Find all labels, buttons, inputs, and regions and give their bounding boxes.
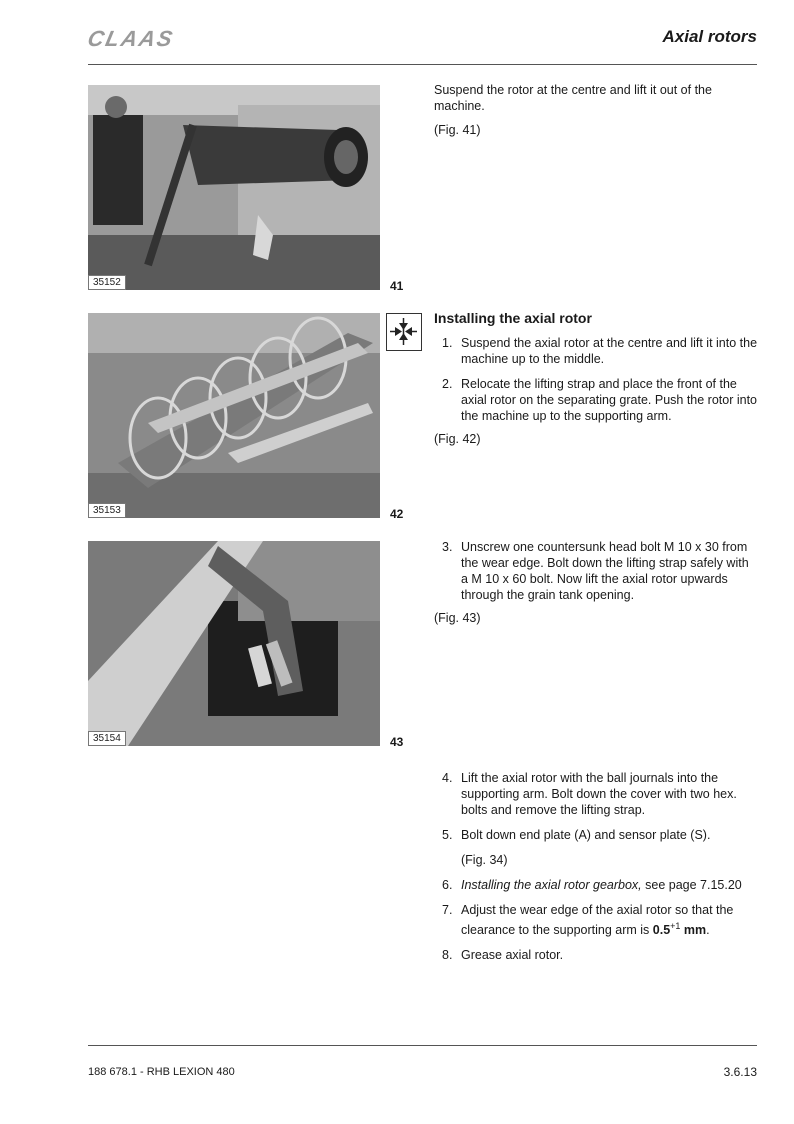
list-item: 5. Bolt down end plate (A) and sensor plate (S). (Fig. 34) (434, 827, 759, 868)
figure-number: 41 (390, 279, 404, 293)
claas-logo: CLAAS (85, 26, 177, 51)
figure-reference: (Fig. 42) (434, 432, 481, 446)
photo-id-label: 35152 (88, 275, 126, 290)
photo-id-label: 35154 (88, 731, 126, 746)
figure-reference: (Fig. 41) (434, 123, 481, 137)
figure-reference: (Fig. 34) (461, 853, 508, 867)
figure-41-photo (88, 85, 380, 290)
steps-list (434, 539, 759, 612)
figure-number: 42 (390, 507, 404, 521)
list-item: 7. Adjust the wear edge of the axial rotor so that the clearance to the supporting arm is $0.5^{+1}$ mm. (442, 903, 734, 938)
figure-number: 43 (390, 735, 404, 749)
heading-installing-axial-rotor: Installing the axial rotor (434, 310, 592, 326)
steps-list (434, 335, 759, 433)
photo-id-label: 35153 (88, 503, 126, 518)
figure-reference: (Fig. 43) (434, 611, 481, 625)
section-title: Axial rotors (662, 27, 757, 46)
figure-42-photo (88, 313, 380, 518)
page-number: 3.6.13 (723, 1065, 757, 1079)
footer-rule (88, 1045, 757, 1046)
list-item: 3. Unscrew one countersunk head bolt M 10 x 30 from the wear edge. Bolt down the lifting strap safely with a M 10 x 60 bolt. Now lift the axial rotor upwards through the grain tank opening. (442, 540, 749, 602)
header-rule (88, 64, 757, 65)
list-item: 4. Lift the axial rotor with the ball journals into the supporting arm. Bolt down the cover with two hex. bolts and remove the lifting strap. (442, 771, 737, 817)
list-item: 2. Relocate the lifting strap and place the front of the axial rotor on the separating grate. Push the rotor into the machine up to the supporting arm. (442, 377, 758, 423)
list-item: 6. Installing the axial rotor gearbox, see page 7.15.20 (442, 878, 742, 892)
paragraph-suspend-rotor: Suspend the rotor at the centre and lift it out of the machine. (434, 83, 712, 113)
document-reference: 188 678.1 - RHB LEXION 480 (88, 1066, 235, 1078)
list-item: 1. Suspend the axial rotor at the centre and lift it into the machine up to the middle. (442, 336, 758, 366)
figure-43-photo (88, 541, 380, 746)
steps-list (434, 770, 759, 972)
installation-symbol-icon (386, 313, 422, 351)
list-item: 8. Grease axial rotor. (442, 948, 564, 963)
